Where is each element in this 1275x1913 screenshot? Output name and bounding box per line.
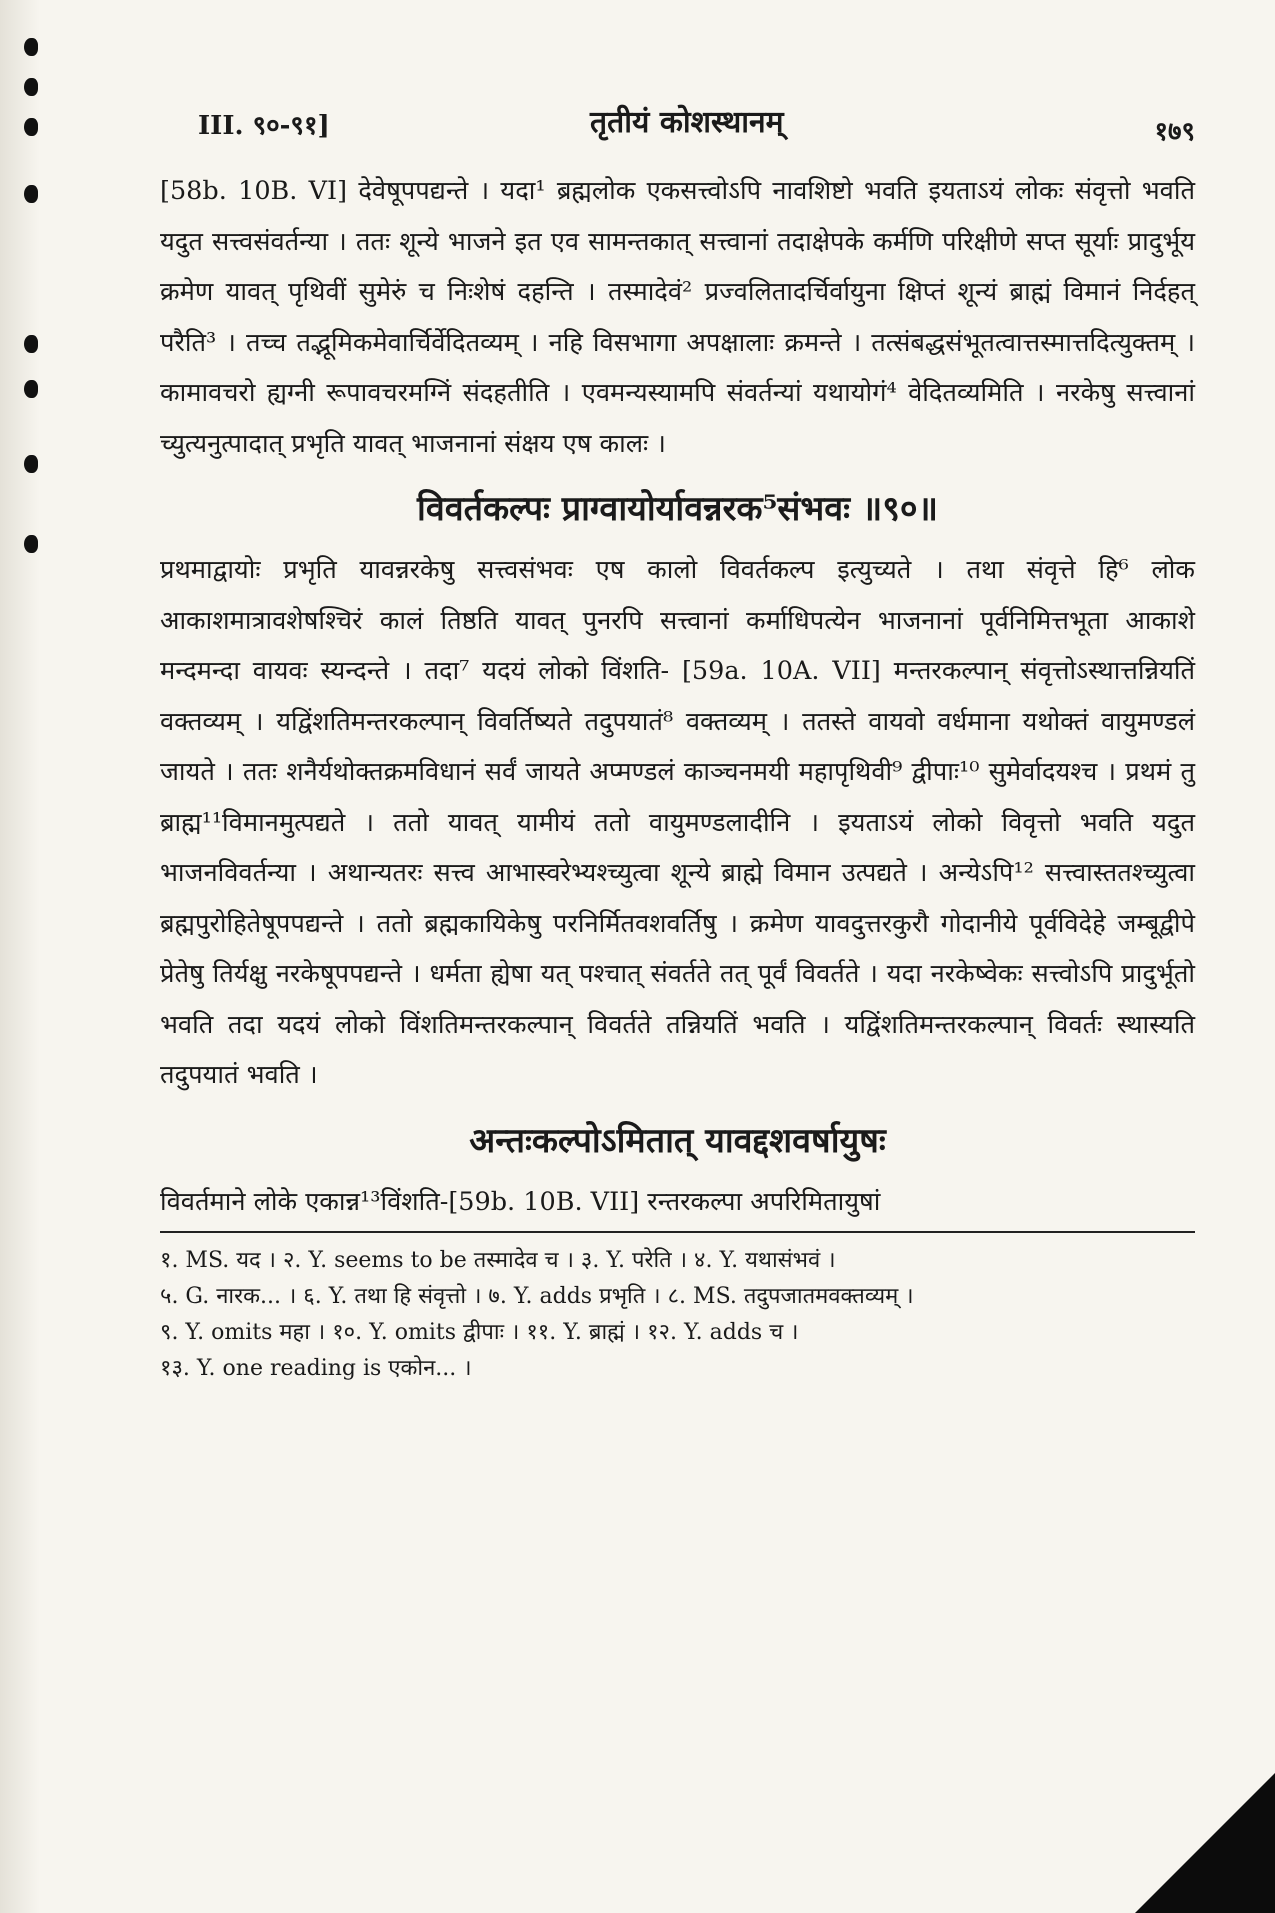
- binding-hole: [24, 118, 38, 136]
- book-binding-edge: [0, 0, 40, 1913]
- section-reference: III. ९०-९१]: [198, 111, 330, 141]
- body-paragraph: प्रथमाद्वायोः प्रभृति यावन्नरकेषु सत्त्वसंभवः एष कालो विवर्तकल्प इत्युच्यते । तथा संवृत्ते हि⁶ लोक आकाशमात्रावशेषश्चिरं कालं तिष्ठति यावत् पुनरपि सत्त्वानां कर्माधिपत्येन भाजनानां पूर्वनिमित्तभूता आकाशे मन्दमन्दा वायवः स्यन्दन्ते । तदा⁷ यदयं लोको विंशति- [59a. 10A. VII] मन्तरकल्पान् संवृत्तोऽस्थात्तन्नियतिं वक्तव्यम् । यद्विंशतिमन्तरकल्पान् विवर्तिष्यते तदुपयातं⁸ वक्तव्यम् । ततस्ते वायवो वर्धमाना यथोक्तं वायुमण्डलं जायते । ततः शनैर्यथोक्तक्रमविधानं सर्वं जायते अप्मण्डलं काञ्चनमयी महापृथिवी⁹ द्वीपाः¹⁰ सुमेर्वादयश्च । प्रथमं तु ब्राह्म¹¹विमानमुत्पद्यते । ततो यावत् यामीयं ततो वायुमण्डलादीनि । इयताऽयं लोको विवृत्तो भवति यदुत भाजनविवर्तन्या । अथान्यतरः सत्त्व आभास्वरेभ्यश्च्युत्वा शून्ये ब्राह्मे विमान उत्पद्यते । अन्येऽपि¹² सत्त्वास्ततश्च्युत्वा ब्रह्मपुरोहितेषूपपद्यन्ते । ततो ब्रह्मकायिकेषु परनिर्मितवशवर्तिषु । क्रमेण यावदुत्तरकुरौ गोदानीये पूर्वविदेहे जम्बूद्वीपे प्रेतेषु तिर्यक्षु नरकेषूपपद्यन्ते । धर्मता ह्येषा यत् पश्चात् संवर्तते तत् पूर्वं विवर्तते । यदा नरकेष्वेकः सत्त्वोऽपि प्रादुर्भूतो भवति तदा यदयं लोको विंशतिमन्तरकल्पान् विवर्तते तन्नियतिं भवति । यद्विंशतिमन्तरकल्पान् विवर्तः स्थास्यति तदुपयातं भवति ।: [160, 555, 1195, 1090]
- page-number: १७९: [1154, 117, 1195, 147]
- binding-hole: [24, 185, 38, 203]
- verse-heading: अन्तःकल्पोऽमितात् यावद्दशवर्षायुषः: [469, 1120, 886, 1161]
- footnotes: [160, 1243, 1195, 1387]
- verse-heading: विवर्तकल्पः प्राग्वायोर्यावन्नरक⁵संभवः ॥९०॥: [417, 489, 938, 529]
- binding-hole: [24, 78, 38, 96]
- binding-hole: [24, 455, 38, 473]
- document-page: [160, 100, 1195, 1387]
- chapter-title: तृतीयं कोशस्थानम्: [590, 105, 784, 140]
- footnote-line: ५. G. नारक... । ६. Y. तथा हि संवृत्तो । ७. Y. adds प्रभृति । ८. MS. तदुपजातमवक्तव्यम् ।: [160, 1284, 914, 1309]
- binding-hole: [24, 335, 38, 353]
- binding-hole: [24, 38, 38, 56]
- binding-hole: [24, 535, 38, 553]
- body-paragraph: [58b. 10B. VI] देवेषूपपद्यन्ते । यदा¹ ब्रह्मलोक एकसत्त्वोऽपि नावशिष्टो भवति इयताऽयं लोकः संवृत्तो भवति यदुत सत्त्वसंवर्तन्या । ततः शून्ये भाजने इत एव सामन्तकात् सत्त्वानां तदाक्षेपके कर्मणि परिक्षीणे सप्त सूर्याः प्रादुर्भूय क्रमेण यावत् पृथिवीं सुमेरुं च निःशेषं दहन्ति । तस्मादेवं² प्रज्वलितादर्चिर्वायुना क्षिप्तं शून्यं ब्राह्मं विमानं निर्दहत् परैति³ । तच्च तद्भूमिकमेवार्चिर्वेदितव्यम् । नहि विसभागा अपक्षालाः क्रमन्ते । तत्संबद्धसंभूतत्वात्तस्मात्तदित्युक्तम् । कामावचरो ह्यग्नी रूपावचरमग्निं संदहतीति । एवमन्यस्यामपि संवर्तन्यां यथायोगं⁴ वेदितव्यमिति । नरकेषु सत्त्वानां च्युत्यनुत्पादात् प्रभृति यावत् भाजनानां संक्षय एष कालः ।: [160, 176, 1195, 459]
- body-paragraph: विवर्तमाने लोके एकान्न¹³विंशति-[59b. 10B. VII] रन्तरकल्पा अपरिमितायुषां: [160, 1186, 881, 1217]
- footnote-line: १. MS. यद । २. Y. seems to be तस्मादेव च । ३. Y. परेति । ४. Y. यथासंभवं ।: [160, 1248, 836, 1273]
- binding-hole: [24, 380, 38, 398]
- page-corner-shadow: [1135, 1773, 1275, 1913]
- running-head: [160, 100, 1195, 160]
- footnote-line: ९. Y. omits महा । १०. Y. omits द्वीपाः । ११. Y. ब्राह्मं । १२. Y. adds च ।: [160, 1320, 799, 1345]
- footnote-line: १३. Y. one reading is एकोन... ।: [160, 1356, 472, 1381]
- footnote-divider: [160, 1231, 1195, 1233]
